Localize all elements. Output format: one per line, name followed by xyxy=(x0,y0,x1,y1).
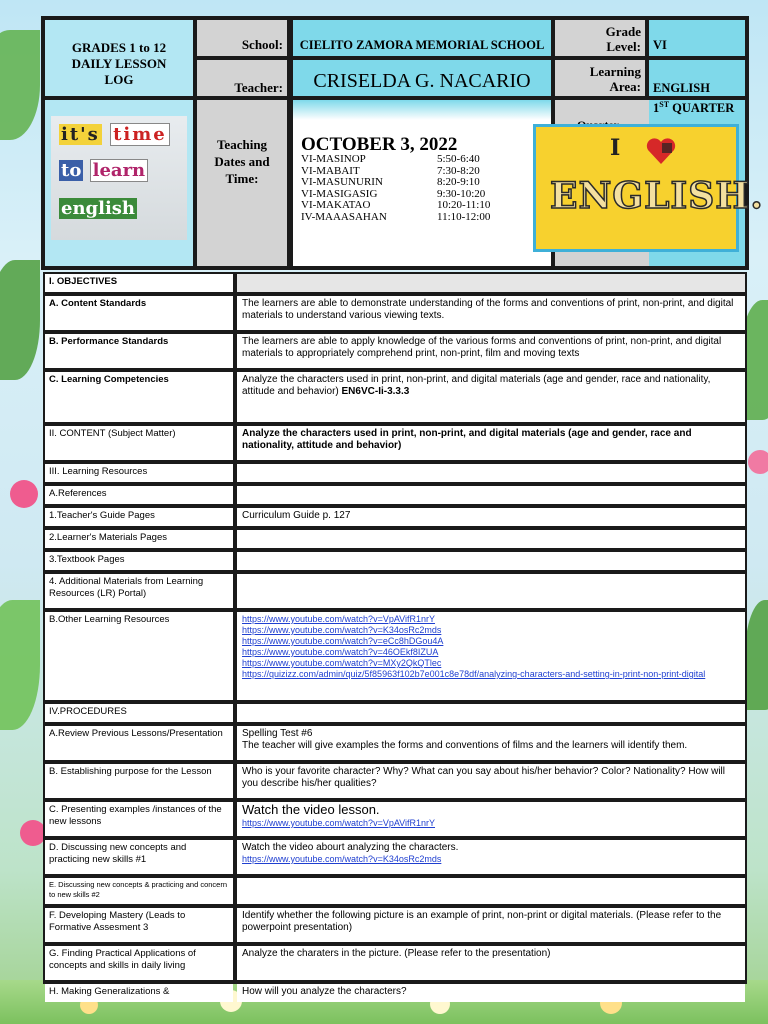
video-link[interactable]: https://www.youtube.com/watch?v=K34osRc2mds xyxy=(242,854,442,864)
row-label: I. OBJECTIVES xyxy=(45,274,233,292)
row-label: 3.Textbook Pages xyxy=(45,552,233,570)
title-line-3: LOG xyxy=(104,72,134,87)
row-text: The teacher will give examples the forms and conventions of films and the learners will identify them. xyxy=(242,740,688,751)
lesson-date: OCTOBER 3, 2022 xyxy=(301,134,458,155)
row-label: F. Developing Mastery (Leads to Formative Assesment 3 xyxy=(45,908,233,942)
schedule-list xyxy=(301,154,541,223)
row-label: A.References xyxy=(45,486,233,504)
row-content xyxy=(237,508,745,526)
schedule-row: VI-MABAIT 7:30-8:20 xyxy=(301,164,480,177)
row-text: The learners are able to apply knowledge of the various forms and conventions of print, non-print, and digital materials to appropriately comprehend print, non-print, film and moving texts xyxy=(242,336,722,359)
school-name: CIELITO ZAMORA MEMORIAL SCHOOL xyxy=(293,20,551,56)
row-content xyxy=(237,908,745,942)
row-text: Analyze the characters used in print, non-print, and digital materials (age and gender, race and nationality, attitude and behavior) xyxy=(242,428,692,451)
row-text: Identify whether the following picture is an example of print, non-print or digital materials. (Please refer to the powerpoint presentation) xyxy=(242,910,722,933)
resource-link[interactable]: https://www.youtube.com/watch?v=K34osRc2mds xyxy=(242,625,442,635)
teacher-label: Teacher: xyxy=(197,60,287,96)
row-text: How will you analyze the characters? xyxy=(242,986,407,997)
resource-link[interactable]: https://www.youtube.com/watch?v=46OEkf8IZUA xyxy=(242,647,439,657)
row-text: Watch the video lesson. xyxy=(242,802,380,817)
row-content xyxy=(237,426,745,460)
lesson-log-sheet xyxy=(43,18,764,997)
row-content xyxy=(237,704,745,722)
title-line-1: GRADES 1 to 12 xyxy=(71,40,167,55)
row-content xyxy=(237,296,745,330)
row-label: D. Discussing new concepts and practicing new skills #1 xyxy=(45,840,233,874)
row-text: Analyze the characters used in print, non-print, and digital materials (age and gender, race and nationality, attitude and behavior) xyxy=(242,374,711,397)
row-content xyxy=(237,530,745,548)
row-label: B. Performance Standards xyxy=(45,334,233,368)
video-link[interactable]: https://www.youtube.com/watch?v=VpAVifR1nrY xyxy=(242,818,436,828)
resource-link[interactable]: https://www.youtube.com/watch?v=VpAVifR1nrY xyxy=(242,614,436,624)
school-label: School: xyxy=(197,20,287,56)
row-label: E. Discussing new concepts & practicing and concern to new skills #2 xyxy=(45,878,233,904)
row-content xyxy=(237,802,745,836)
row-content xyxy=(237,552,745,570)
row-label: 4. Additional Materials from Learning Resources (LR) Portal) xyxy=(45,574,233,608)
row-content xyxy=(237,878,745,904)
row-label: C. Learning Competencies xyxy=(45,372,233,422)
row-label: B.Other Learning Resources xyxy=(45,612,233,700)
row-content xyxy=(237,984,745,1002)
i-love-english-image: I ENGLISH. xyxy=(533,124,739,252)
row-text: Watch the video abourt analyzing the characters. xyxy=(242,842,459,853)
grade-level-value: VI xyxy=(649,20,745,56)
row-content xyxy=(237,840,745,874)
resource-link[interactable]: https://quizizz.com/admin/quiz/5f85963f102b7e001c8e78df/analyzing-characters-and-setting-in-print-non-print-digital xyxy=(242,669,706,679)
row-text: Curriculum Guide p. 127 xyxy=(242,510,351,521)
row-content xyxy=(237,334,745,368)
row-label: A.Review Previous Lessons/Presentation xyxy=(45,726,233,760)
row-label: IV.PROCEDURES xyxy=(45,704,233,722)
row-content xyxy=(237,946,745,980)
schedule-row: VI-MASINOP 5:50-6:40 xyxy=(301,153,480,165)
row-label: G. Finding Practical Applications of concepts and skills in daily living xyxy=(45,946,233,980)
row-label: II. CONTENT (Subject Matter) xyxy=(45,426,233,460)
row-content xyxy=(237,486,745,504)
heart-icon xyxy=(646,137,676,165)
row-label: C. Presenting examples /instances of the new lessons xyxy=(45,802,233,836)
quarter-value: 1ST QUARTER xyxy=(649,100,745,266)
teacher-name: CRISELDA G. NACARIO xyxy=(293,60,551,96)
row-text: Spelling Test #6 xyxy=(242,728,313,739)
row-label: H. Making Generalizations & xyxy=(45,984,233,1002)
title-line-2: DAILY LESSON xyxy=(71,56,167,71)
teaching-dates-label: Teaching Dates and Time: xyxy=(197,100,287,266)
resource-link[interactable]: https://www.youtube.com/watch?v=eCc8hDGou4A xyxy=(242,636,444,646)
row-content xyxy=(237,372,745,422)
dll-title xyxy=(45,20,193,96)
row-content xyxy=(237,726,745,760)
its-time-to-learn-english-image: it's time to learn english xyxy=(45,100,193,266)
row-content xyxy=(237,574,745,608)
schedule-row: VI-MAKATAO 10:20-11:10 xyxy=(301,199,491,211)
row-label: A. Content Standards xyxy=(45,296,233,330)
row-text: Who is your favorite character? Why? What can you say about his/her behavior? Color? Nationality? How will you describe his/her qualities? xyxy=(242,766,725,789)
resource-link[interactable]: https://www.youtube.com/watch?v=MXy2QkQTlec xyxy=(242,658,442,668)
header-block xyxy=(43,18,764,268)
row-content xyxy=(237,274,745,292)
schedule-row: VI-MASUNURIN 8:20-9:10 xyxy=(301,176,480,188)
row-content xyxy=(237,464,745,482)
row-text: The learners are able to demonstrate understanding of the forms and conventions of print, non-print, and digital materials to understand various viewing texts. xyxy=(242,298,734,321)
row-label: 1.Teacher's Guide Pages xyxy=(45,508,233,526)
row-label: III. Learning Resources xyxy=(45,464,233,482)
schedule-row: IV-MAAASAHAN 11:10-12:00 xyxy=(301,210,491,223)
row-content xyxy=(237,764,745,798)
grade-level-label: Grade Level: xyxy=(555,20,645,56)
schedule-row: VI-MASIGASIG 9:30-10:20 xyxy=(301,187,486,200)
row-label: B. Establishing purpose for the Lesson xyxy=(45,764,233,798)
schedule-cell xyxy=(293,100,551,266)
row-label: 2.Learner's Materials Pages xyxy=(45,530,233,548)
row-content xyxy=(237,612,745,700)
learning-area-value: ENGLISH xyxy=(649,60,745,96)
competency-code: EN6VC-Ii-3.3.3 xyxy=(338,386,410,397)
row-text: Analyze the charaters in the picture. (Please refer to the presentation) xyxy=(242,948,551,959)
learning-area-label: Learning Area: xyxy=(555,60,645,96)
